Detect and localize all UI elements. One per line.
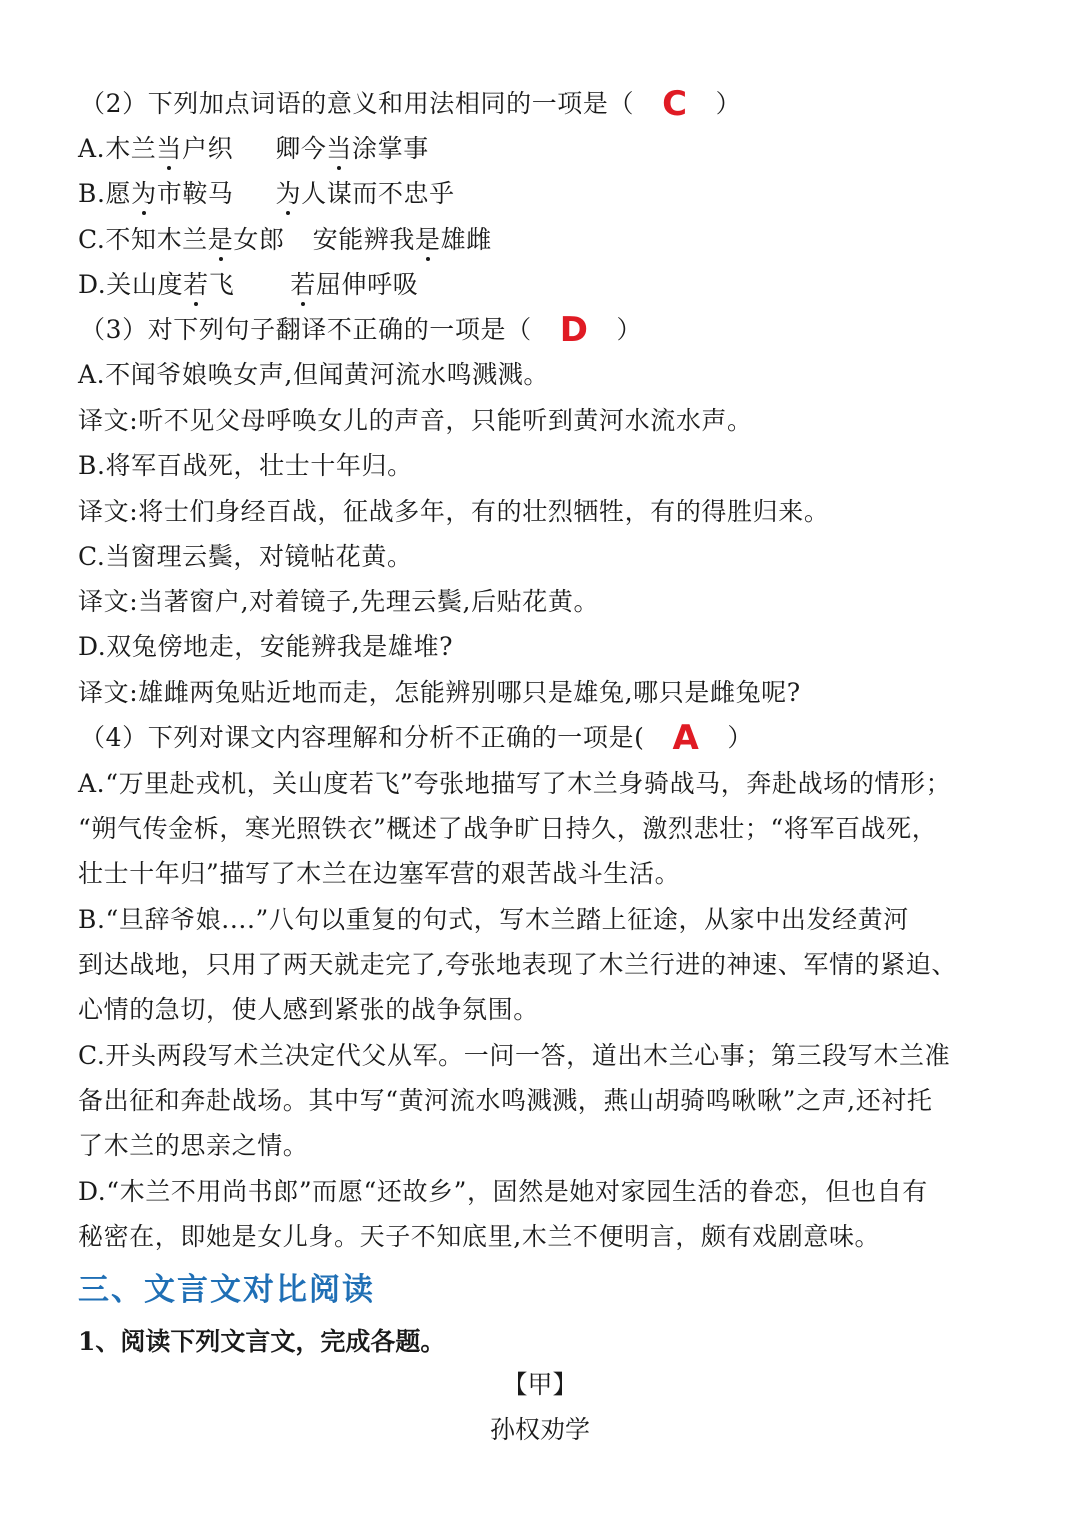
q3-line: B.将军百战死，壮士十年归。: [78, 451, 413, 480]
q4-prompt: （4）下列对课文内容理解和分析不正确的一项是( A ）: [80, 718, 753, 758]
q3-answer: D: [559, 310, 589, 350]
q4-line: 心情的急切，使人感到紧张的战争氛围。: [78, 995, 539, 1024]
q3-line: 译文:雄雌两兔贴近地而走，怎能辨别哪只是雄兔,哪只是雌兔呢?: [78, 678, 801, 707]
section-title: 三、文言文对比阅读: [78, 1272, 375, 1308]
q2-option-d: D.关山度若飞 若屈伸呼吸: [78, 270, 419, 299]
q3-line: D.双兔傍地走，安能辨我是雄堆?: [78, 632, 454, 661]
task-instruction: 1、阅读下列文言文，完成各题。: [78, 1327, 446, 1356]
q4-line: 壮士十年归”描写了木兰在边塞军营的艰苦战斗生活。: [78, 859, 681, 888]
article-title: 孙权劝学: [489, 1415, 590, 1444]
q3-line: A.不闻爷娘唤女声,但闻黄河流水鸣溅溅。: [78, 360, 549, 389]
q2-prompt: （2）下列加点词语的意义和用法相同的一项是（ C ）: [80, 84, 742, 124]
q4-line: 了木兰的思亲之情。: [78, 1131, 309, 1160]
q2-option-c: C.不知木兰是女郎 安能辨我是雄雌: [78, 225, 492, 254]
q3-line: 译文:当著窗户,对着镜子,先理云鬓,后贴花黄。: [78, 587, 600, 616]
q4-line: 到达战地，只用了两天就走完了,夸张地表现了木兰行进的神速、军情的紧迫、: [78, 950, 957, 979]
q3-line: C.当窗理云鬓，对镜帖花黄。: [78, 542, 413, 571]
q4-line: 秘密在，即她是女儿身。天子不知底里,木兰不便明言，颇有戏剧意味。: [78, 1222, 881, 1251]
q2-option-b: B.愿为市鞍马 为人谋而不忠乎: [78, 179, 455, 208]
q4-line: 备出征和奔赴战场。其中写“黄河流水鸣溅溅，燕山胡骑鸣啾啾”之声,还衬托: [78, 1086, 933, 1115]
q4-line: D.“木兰不用尚书郎”而愿“还故乡”，固然是她对家园生活的眷恋，但也自有: [78, 1177, 928, 1206]
q4-answer: A: [672, 718, 700, 758]
q3-line: 译文:将士们身经百战，征战多年，有的壮烈牺牲，有的得胜归来。: [78, 497, 830, 526]
q4-line: B.“旦辞爷娘....”八句以重复的句式，写木兰踏上征途，从家中出发经黄河: [78, 905, 909, 934]
q3-line: 译文:听不见父母呼唤女儿的声音，只能听到黄河水流水声。: [78, 406, 753, 435]
q4-line: A.“万里赴戎机，关山度若飞”夸张地描写了木兰身骑战马，奔赴战场的情形；: [78, 769, 952, 798]
q2-option-a: A.木兰当户织 卿今当涂掌事: [78, 134, 429, 163]
q2-answer: C: [662, 84, 688, 124]
q4-line: “朔气传金柝，寒光照铁衣”概述了战争旷日持久，激烈悲壮；“将军百战死，: [78, 814, 938, 843]
passage-label: 【甲】: [502, 1370, 578, 1399]
q3-prompt: （3）对下列句子翻译不正确的一项是（ D ）: [80, 310, 643, 350]
q4-line: C.开头两段写术兰决定代父从军。一问一答，道出木兰心事；第三段写木兰准: [78, 1041, 951, 1070]
